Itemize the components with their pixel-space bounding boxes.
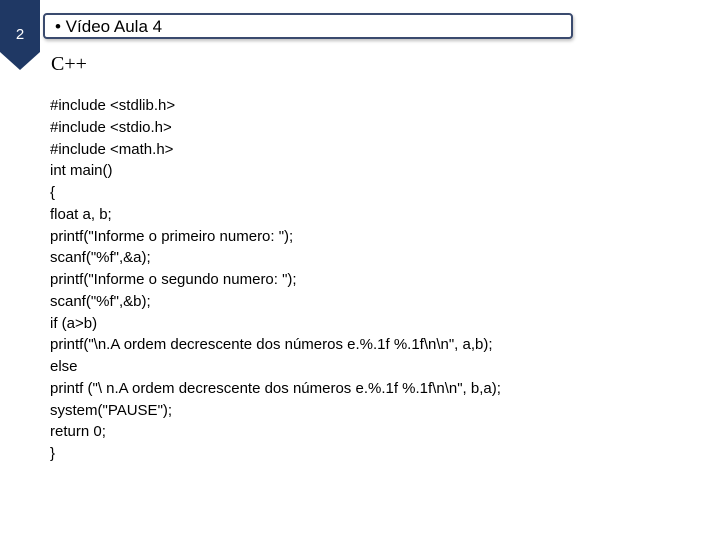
slide-number: 2 bbox=[15, 26, 25, 43]
code-line: printf("\n.A ordem decrescente dos números e.%.1f %.1f\n\n", a,b); bbox=[50, 336, 493, 354]
slide-title: • Vídeo Aula 4 bbox=[55, 17, 163, 36]
code-line: { bbox=[50, 184, 56, 201]
code-line: printf("Informe o primeiro numero: "); bbox=[50, 227, 294, 245]
code-line: else bbox=[50, 358, 78, 375]
code-line: return 0; bbox=[50, 423, 106, 441]
code-line: float a, b; bbox=[50, 205, 112, 223]
code-line: scanf("%f",&b); bbox=[50, 292, 151, 310]
code-line: printf("Informe o segundo numero: "); bbox=[50, 271, 297, 288]
code-line: #include <stdio.h> bbox=[50, 118, 172, 136]
code-line: #include <stdlib.h> bbox=[50, 97, 176, 114]
slide-subtitle: C++ bbox=[51, 53, 87, 75]
title-bar bbox=[43, 13, 573, 39]
code-line: if (a>b) bbox=[50, 314, 98, 332]
code-listing bbox=[50, 95, 501, 465]
code-line: #include <math.h> bbox=[50, 140, 174, 158]
code-line: } bbox=[50, 445, 56, 462]
slide-number-badge bbox=[0, 0, 44, 76]
code-line: scanf("%f",&a); bbox=[50, 249, 151, 267]
code-line: system("PAUSE"); bbox=[50, 401, 173, 419]
code-line: printf ("\ n.A ordem decrescente dos números e.%.1f %.1f\n\n", b,a); bbox=[50, 379, 501, 397]
code-line: int main() bbox=[50, 162, 113, 180]
